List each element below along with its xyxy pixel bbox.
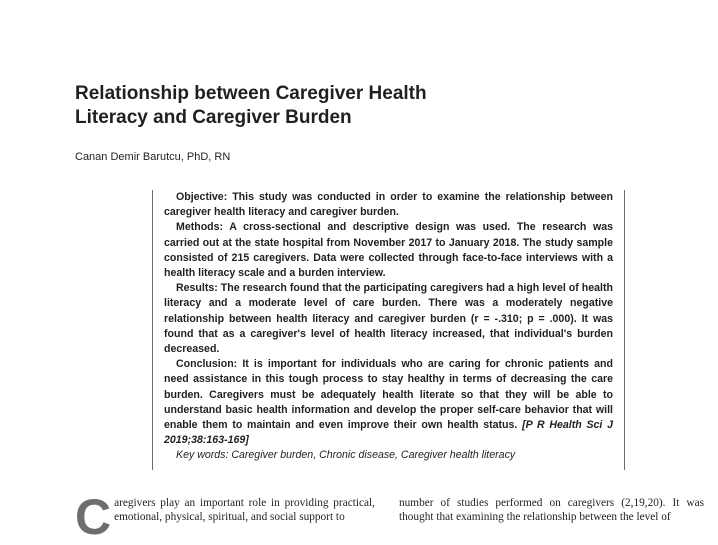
author-line: Canan Demir Barutcu, PhD, RN bbox=[75, 151, 231, 163]
abstract-conclusion bbox=[164, 357, 613, 448]
article-title: Relationship between Caregiver Health Literacy and Caregiver Burden bbox=[75, 83, 427, 128]
abstract-results: Results: The research found that the participating caregivers had a high level of health literacy and a moderate level of care burden. There was a moderately negative relationship between health literacy and caregiver burden (r = -.310; p = .000). It was found that as a caregiver's level of health literacy increased, that individual's burden decreased. bbox=[164, 282, 613, 356]
journal-citation: [P R Health Sci J 2019;38:163-169] bbox=[164, 419, 613, 447]
abstract-conclusion-text: Conclusion: It is important for individuals who are caring for chronic patients and need assistance in this tough process to stay healthy in terms of decreasing the care burden. Caregivers must be adequately health literate so that they will be able to understand basic health information and develop the proper self-care behavior that will enable them to maintain and even improve their own health status. bbox=[164, 358, 613, 432]
abstract-objective: Objective: This study was conducted in order to examine the relationship between caregiver health literacy and caregiver burden. bbox=[164, 191, 613, 219]
drop-cap: C bbox=[75, 489, 112, 545]
body-column-left bbox=[75, 489, 375, 545]
body-right-text: number of studies performed on caregivers (2,19,20). It was thought that examining the relationship between the level of bbox=[399, 497, 704, 523]
abstract-box bbox=[152, 190, 625, 470]
abstract-methods: Methods: A cross-sectional and descriptive design was used. The research was carried out at the state hospital from November 2017 to January 2018. The study sample consisted of 215 caregivers. Data were collected through face-to-face interviews with a health literacy scale and a burden interview. bbox=[164, 221, 613, 280]
body-column-right bbox=[399, 496, 704, 524]
abstract-keywords: Key words: Caregiver burden, Chronic disease, Caregiver health literacy bbox=[176, 449, 516, 462]
body-left-text: aregivers play an important role in providing practical, emotional, physical, spiritual, and social support to bbox=[114, 497, 375, 523]
